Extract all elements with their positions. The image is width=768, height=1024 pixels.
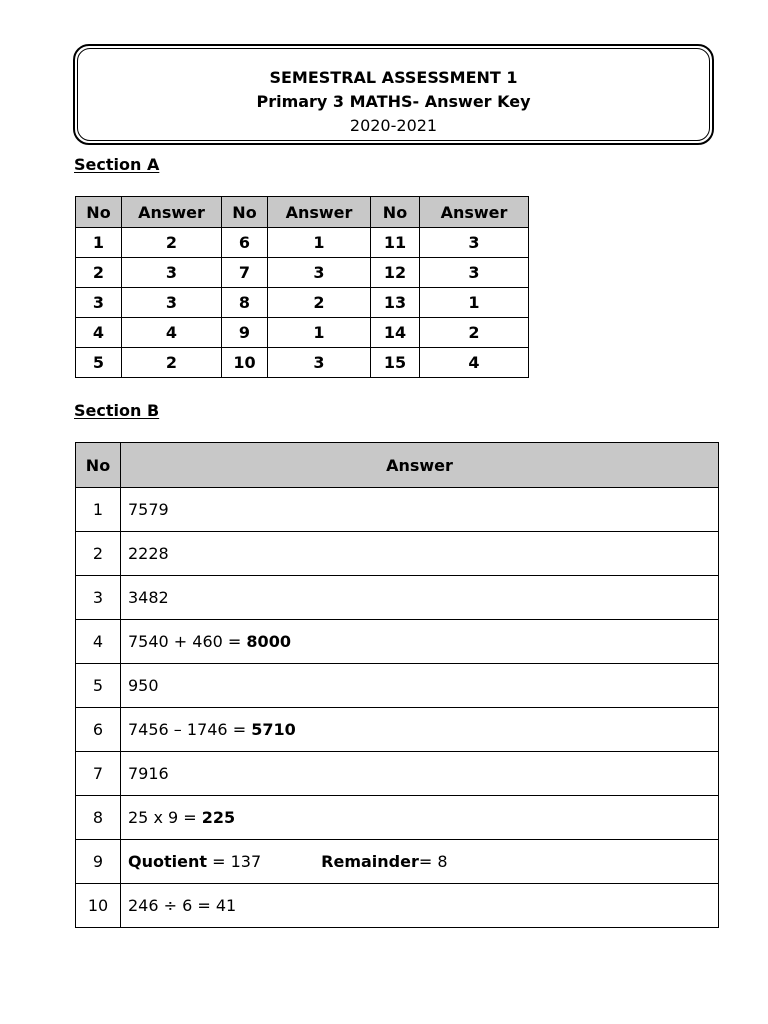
question-no: 7 [76,752,121,796]
answer-cell: 2 [122,348,222,378]
header-no: No [76,197,122,228]
answer-cell: 950 [121,664,719,708]
answer-cell: 1 [268,228,371,258]
section-b-header-row [76,443,719,488]
section-a-header-row [76,197,529,228]
working-expression: 7456 – 1746 = [128,720,252,739]
table-row [76,576,719,620]
header-no: No [371,197,420,228]
header-answer: Answer [122,197,222,228]
table-row [76,840,719,884]
question-no: 6 [76,708,121,752]
table-row [76,664,719,708]
question-no: 5 [76,664,121,708]
table-row [76,348,529,378]
section-a-table [75,196,529,378]
question-no: 9 [222,318,268,348]
question-no: 4 [76,318,122,348]
answer-cell: 3 [268,258,371,288]
question-no: 9 [76,840,121,884]
answer-cell [121,840,719,884]
quotient-label: Quotient [128,852,208,871]
answer-cell: 2 [268,288,371,318]
table-row [76,318,529,348]
question-no: 7 [222,258,268,288]
question-no: 2 [76,258,122,288]
working-expression: 7540 + 460 = [128,632,247,651]
answer-cell: 2228 [121,532,719,576]
answer-cell: 3 [420,258,529,288]
working-expression: 25 x 9 = [128,808,202,827]
table-row [76,532,719,576]
question-no: 3 [76,288,122,318]
question-no: 13 [371,288,420,318]
title-box [73,44,714,145]
table-row [76,620,719,664]
question-no: 11 [371,228,420,258]
question-no: 8 [76,796,121,840]
question-no: 3 [76,576,121,620]
answer-cell: 3482 [121,576,719,620]
question-no: 15 [371,348,420,378]
assessment-title: SEMESTRAL ASSESSMENT 1 [269,68,518,87]
remainder-value: = 8 [418,852,448,871]
answer-cell: 7579 [121,488,719,532]
quotient-value: = 137 [207,852,262,871]
answer-cell [121,620,719,664]
answer-cell: 3 [420,228,529,258]
table-row [76,258,529,288]
answer-cell: 246 ÷ 6 = 41 [121,884,719,928]
table-row [76,752,719,796]
answer-cell: 2 [122,228,222,258]
section-b-title: Section B [74,401,160,420]
question-no: 1 [76,228,122,258]
header-answer: Answer [420,197,529,228]
header-no: No [76,443,121,488]
question-no: 14 [371,318,420,348]
subject-title: Primary 3 MATHS- Answer Key [256,92,531,111]
question-no: 2 [76,532,121,576]
header-no: No [222,197,268,228]
question-no: 4 [76,620,121,664]
answer-cell: 2 [420,318,529,348]
answer-cell: 4 [420,348,529,378]
table-row [76,884,719,928]
table-row [76,796,719,840]
question-no: 1 [76,488,121,532]
question-no: 8 [222,288,268,318]
question-no: 10 [76,884,121,928]
question-no: 10 [222,348,268,378]
section-a-title: Section A [74,155,160,174]
header-answer: Answer [268,197,371,228]
table-row [76,488,719,532]
table-row [76,228,529,258]
header-answer: Answer [121,443,719,488]
answer-cell: 3 [122,288,222,318]
final-answer: 8000 [246,632,291,651]
table-row [76,708,719,752]
year-range: 2020-2021 [349,116,438,135]
question-no: 12 [371,258,420,288]
section-b-table [75,442,719,928]
answer-cell [121,708,719,752]
answer-cell: 4 [122,318,222,348]
final-answer: 225 [201,808,236,827]
table-row [76,288,529,318]
answer-cell: 3 [268,348,371,378]
question-no: 6 [222,228,268,258]
answer-cell: 1 [420,288,529,318]
remainder-label: Remainder [321,852,419,871]
final-answer: 5710 [251,720,296,739]
question-no: 5 [76,348,122,378]
answer-cell: 3 [122,258,222,288]
answer-cell: 1 [268,318,371,348]
answer-cell: 7916 [121,752,719,796]
answer-cell [121,796,719,840]
